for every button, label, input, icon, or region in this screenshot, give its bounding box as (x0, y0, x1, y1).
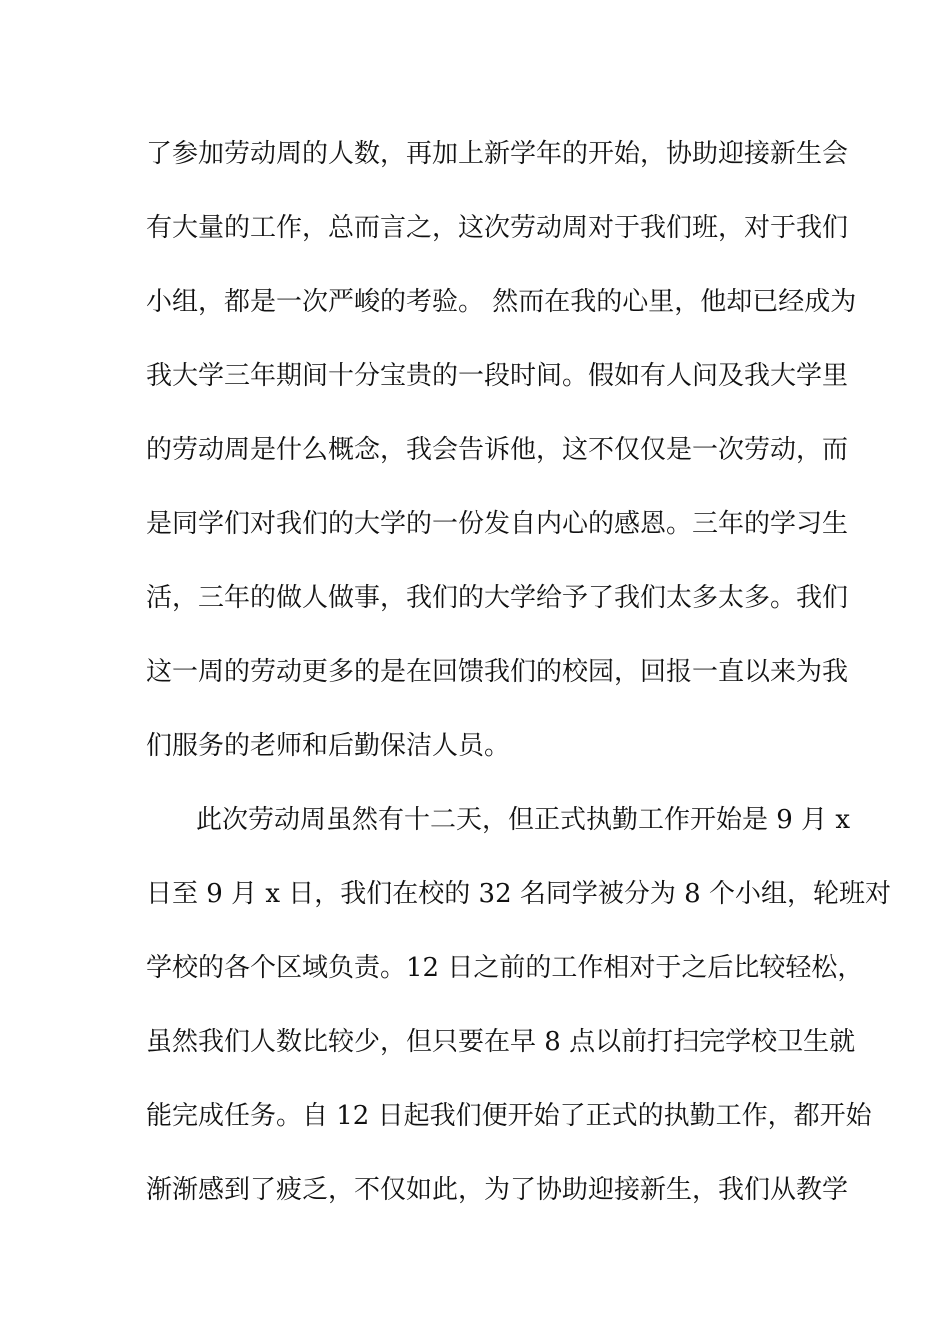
text-line: 渐渐感到了疲乏，不仅如此，为了协助迎接新生，我们从教学 (146, 1175, 849, 1205)
text-line: 我大学三年期间十分宝贵的一段时间。假如有人问及我大学里 (146, 361, 849, 391)
text-line: 小组，都是一次严峻的考验。 然而在我的心里，他却已经成为 (146, 287, 857, 317)
text-line: 是同学们对我们的大学的一份发自内心的感恩。三年的学习生 (146, 509, 849, 539)
text-line: 们服务的老师和后勤保洁人员。 (146, 731, 511, 761)
text-line: 了参加劳动周的人数，再加上新学年的开始，协助迎接新生会 (146, 139, 849, 169)
text-line: 能完成任务。自 12 日起我们便开始了正式的执勤工作，都开始 (146, 1101, 872, 1131)
text-line: 虽然我们人数比较少，但只要在早 8 点以前打扫完学校卫生就 (146, 1027, 856, 1057)
text-line: 日至 9 月 x 日，我们在校的 32 名同学被分为 8 个小组，轮班对 (146, 879, 891, 909)
text-line: 有大量的工作，总而言之，这次劳动周对于我们班，对于我们 (146, 213, 849, 243)
text-line: 的劳动周是什么概念，我会告诉他，这不仅仅是一次劳动，而 (146, 435, 849, 465)
text-line: 这一周的劳动更多的是在回馈我们的校园，回报一直以来为我 (146, 657, 849, 687)
text-line: 学校的各个区域负责。12 日之前的工作相对于之后比较轻松， (146, 953, 864, 983)
text-line: 活，三年的做人做事，我们的大学给予了我们太多太多。我们 (146, 583, 849, 613)
text-line: 此次劳动周虽然有十二天，但正式执勤工作开始是 9 月 x (196, 805, 850, 835)
